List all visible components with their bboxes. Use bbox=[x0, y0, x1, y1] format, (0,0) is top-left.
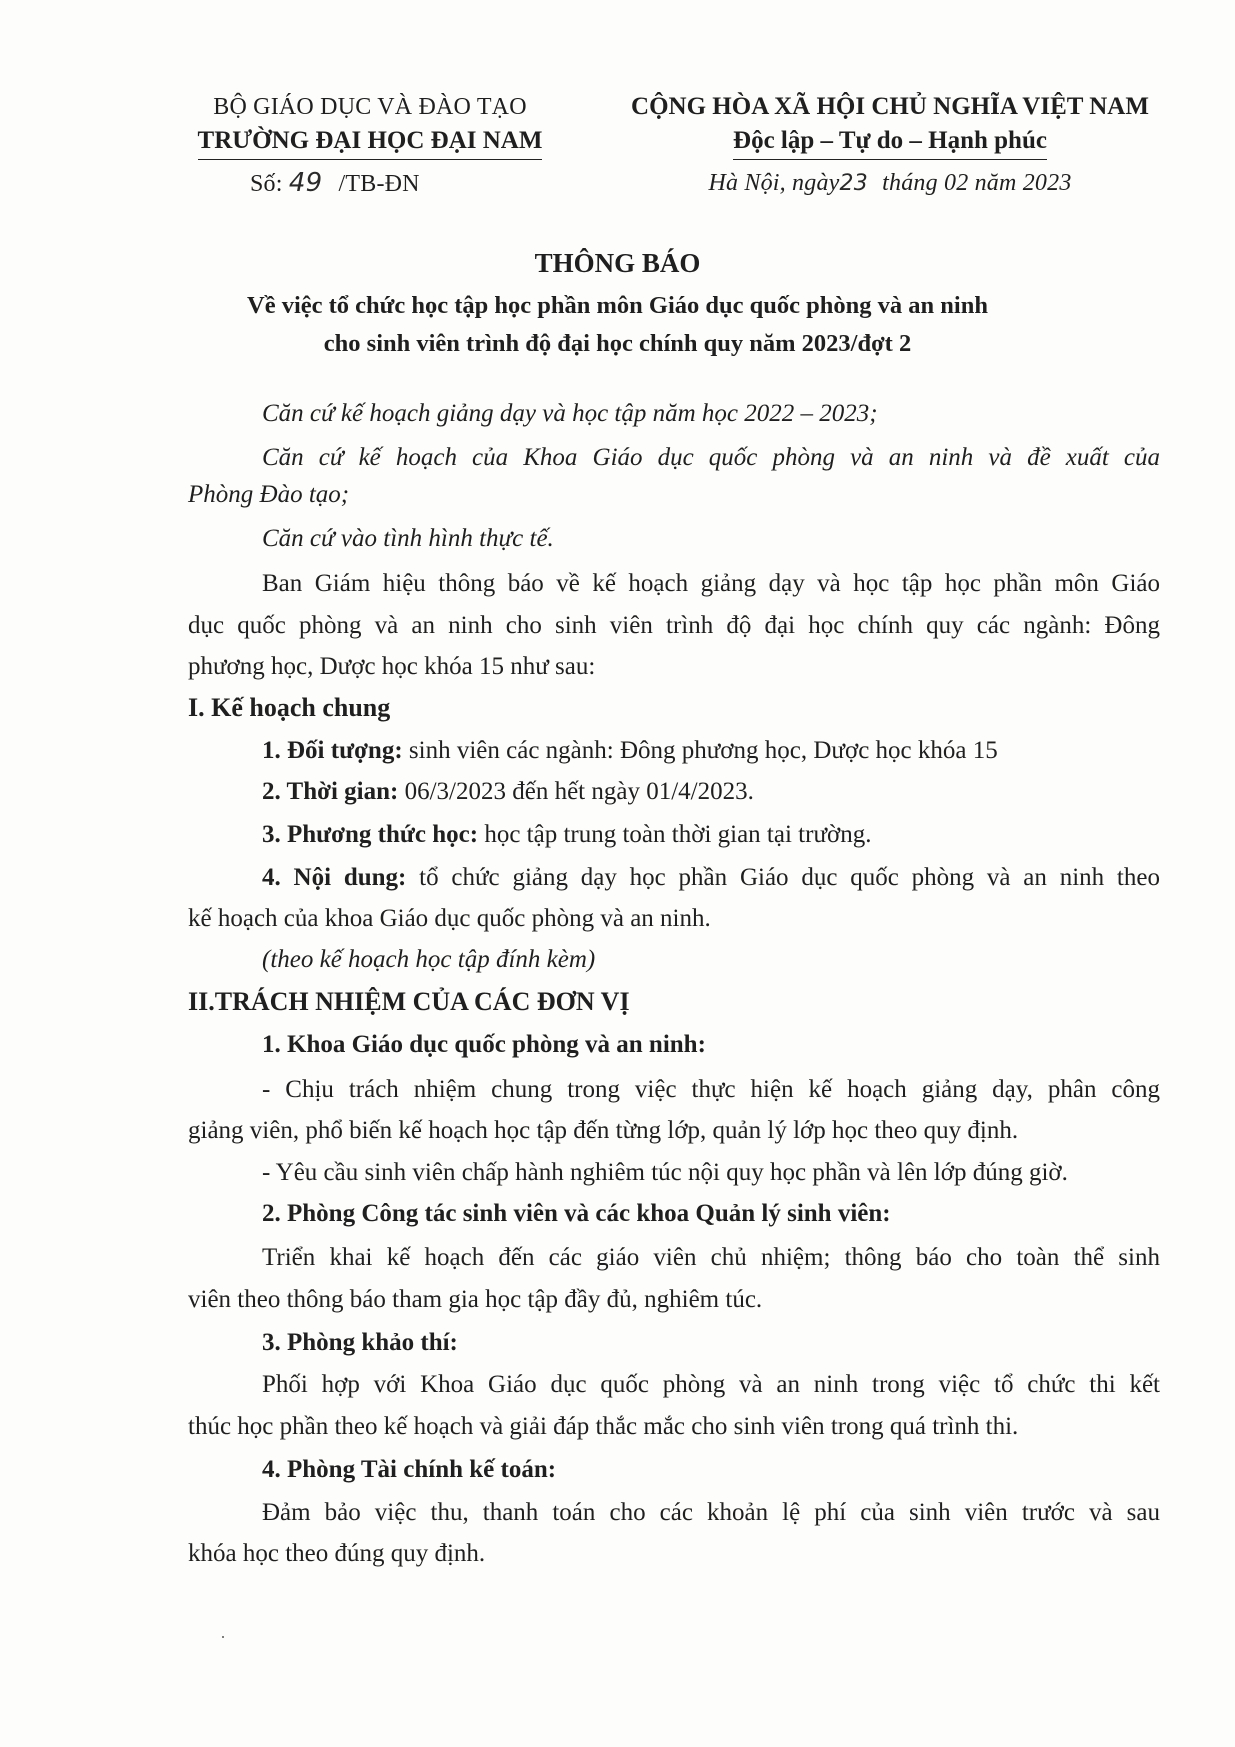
document-number: Số: 49 /TB-ĐN bbox=[250, 168, 420, 198]
unit-duty-line: - Chịu trách nhiệm chung trong việc thực hiện kế hoạch giảng dạy, phân công bbox=[262, 1076, 1160, 1103]
plan-item-continuation: kế hoạch của khoa Giáo dục quốc phòng và an ninh. bbox=[188, 905, 711, 932]
unit-duty-line: giảng viên, phổ biến kế hoạch học tập đến từng lớp, quản lý lớp học theo quy định. bbox=[188, 1117, 1019, 1144]
unit-duty-line: thúc học phần theo kế hoạch và giải đáp thắc mắc cho sinh viên trong quá trình thi. bbox=[188, 1413, 1019, 1440]
document-subject-line-2: cho sinh viên trình độ đại học chính quy năm 2023/đợt 2 bbox=[323, 330, 912, 357]
preamble-line: Căn cứ kế hoạch giảng dạy và học tập năm học 2022 – 2023; bbox=[262, 400, 878, 427]
section-heading: II.TRÁCH NHIỆM CỦA CÁC ĐƠN VỊ bbox=[188, 987, 630, 1016]
unit-duty-line: khóa học theo đúng quy định. bbox=[188, 1540, 486, 1567]
unit-duty-line: Triển khai kế hoạch đến các giáo viên chủ nhiệm; thông báo cho toàn thể sinh bbox=[262, 1244, 1160, 1271]
unit-duty-line: Phối hợp với Khoa Giáo dục quốc phòng và an ninh trong việc tổ chức thi kết bbox=[262, 1371, 1160, 1398]
ministry-name: BỘ GIÁO DỤC VÀ ĐÀO TẠO bbox=[213, 94, 527, 120]
plan-item: 1. Đối tượng: sinh viên các ngành: Đông phương học, Dược học khóa 15 bbox=[262, 737, 998, 764]
intro-line: Ban Giám hiệu thông báo về kế hoạch giảng dạy và học tập học phần môn Giáo bbox=[262, 570, 1160, 597]
scan-speck bbox=[222, 1636, 224, 1638]
unit-heading: 1. Khoa Giáo dục quốc phòng và an ninh: bbox=[262, 1031, 706, 1058]
preamble-line: Căn cứ vào tình hình thực tế. bbox=[262, 525, 554, 552]
country-name: CỘNG HÒA XÃ HỘI CHỦ NGHĨA VIỆT NAM bbox=[631, 93, 1149, 120]
university-name: TRƯỜNG ĐẠI HỌC ĐẠI NAM bbox=[170, 124, 570, 160]
document-subject-line-1: Về việc tổ chức học tập học phần môn Giáo dục quốc phòng và an ninh bbox=[247, 292, 988, 319]
unit-heading: 4. Phòng Tài chính kế toán: bbox=[262, 1456, 557, 1483]
issue-date: Hà Nội, ngày23 tháng 02 năm 2023 bbox=[708, 170, 1072, 196]
state-block bbox=[620, 90, 1160, 201]
intro-line: phương học, Dược học khóa 15 như sau: bbox=[188, 653, 596, 680]
issuer-block bbox=[170, 90, 570, 201]
plan-item: 4. Nội dung: tổ chức giảng dạy học phần Giáo dục quốc phòng và an ninh theo bbox=[262, 864, 1160, 891]
plan-item: 3. Phương thức học: học tập trung toàn thời gian tại trường. bbox=[262, 821, 872, 848]
unit-duty-line: viên theo thông báo tham gia học tập đầy đủ, nghiêm túc. bbox=[188, 1286, 763, 1313]
unit-duty-line: Đảm bảo việc thu, thanh toán cho các khoản lệ phí của sinh viên trước và sau bbox=[262, 1499, 1160, 1526]
attachment-note: (theo kế hoạch học tập đính kèm) bbox=[262, 946, 596, 973]
handwritten-number: 49 bbox=[288, 168, 323, 198]
unit-heading: 2. Phòng Công tác sinh viên và các khoa Quản lý sinh viên: bbox=[262, 1200, 891, 1227]
national-motto: Độc lập – Tự do – Hạnh phúc bbox=[620, 124, 1160, 160]
unit-duty-line: - Yêu cầu sinh viên chấp hành nghiêm túc nội quy học phần và lên lớp đúng giờ. bbox=[262, 1159, 1068, 1186]
preamble-line: Căn cứ kế hoạch của Khoa Giáo dục quốc phòng và an ninh và đề xuất của bbox=[262, 444, 1160, 471]
unit-heading: 3. Phòng khảo thí: bbox=[262, 1329, 458, 1356]
document-title: THÔNG BÁO bbox=[534, 248, 701, 278]
preamble-line: Phòng Đào tạo; bbox=[188, 481, 350, 508]
handwritten-day: 23 bbox=[839, 171, 868, 196]
section-heading: I. Kế hoạch chung bbox=[188, 693, 391, 722]
intro-line: dục quốc phòng và an ninh cho sinh viên trình độ đại học chính quy các ngành: Đông bbox=[188, 612, 1160, 639]
plan-item: 2. Thời gian: 06/3/2023 đến hết ngày 01/4/2023. bbox=[262, 778, 754, 805]
